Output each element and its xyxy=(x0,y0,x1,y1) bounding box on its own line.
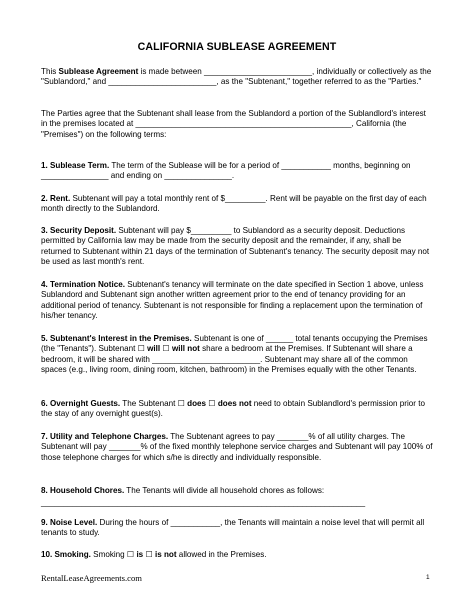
section-heading: 10. Smoking. xyxy=(41,550,91,559)
page-number: 1 xyxy=(426,574,430,581)
footer-source: RentalLeaseAgreements.com xyxy=(41,573,142,583)
section-body-rest: need to obtain Sublandlord's permission prior to the stay of any overnight guest(s). xyxy=(41,399,425,419)
intro-text-rest: is made between ________________________, individually or collectively as the "Sublandord," and ________________________, as the "Subtenant," together referred to as the "Parties." xyxy=(41,67,432,87)
section-heading: 8. Household Chores. xyxy=(41,486,125,495)
section-heading: 3. Security Deposit. xyxy=(41,226,117,235)
section-household-chores xyxy=(41,486,433,496)
section-termination-notice xyxy=(41,280,433,322)
section-body: The Tenants will divide all household chores as follows: xyxy=(124,486,325,495)
section-heading: 2. Rent. xyxy=(41,194,71,203)
section-heading: 5. Subtenant's Interest in the Premises. xyxy=(41,334,192,343)
section-body: Subtenant will pay a total monthly rent of $_________. Rent will be payable on the first day of each month directly to the Sublandord. xyxy=(41,194,427,214)
section-security-deposit xyxy=(41,226,433,268)
option-does-not: does not xyxy=(217,399,252,408)
checkbox-glyph: ☐ xyxy=(143,550,155,559)
section-utility-charges xyxy=(41,432,433,463)
section-body: Subtenant's tenancy will terminate on the date specified in Section 1 above, unless Sublandord and Subtenant sign another written agreement prior to the end of tenancy providing for an additional period of tenancy. Subtenant is not responsible for finding a replacement upon the termination of his/her tenancy. xyxy=(41,280,424,321)
section-body: During the hours of ___________, the Tenants will maintain a noise level that will permit all tenants to study. xyxy=(41,518,425,538)
section-heading: 1. Sublease Term. xyxy=(41,161,110,170)
section-heading: 9. Noise Level. xyxy=(41,518,98,527)
checkbox-glyph: ☐ xyxy=(160,344,172,354)
intro-text: This xyxy=(41,67,59,76)
option-will: will xyxy=(147,344,161,354)
section-rent xyxy=(41,194,433,215)
option-is-not: is not xyxy=(154,550,177,559)
document-title: CALIFORNIA SUBLEASE AGREEMENT xyxy=(137,41,337,53)
section-overnight-guests xyxy=(41,399,433,420)
section-sublease-term xyxy=(41,161,433,182)
section-smoking xyxy=(41,550,433,560)
intro-paragraph xyxy=(41,67,433,88)
section-body: The term of the Sublease will be for a period of ___________ months, beginning on _______________ and ending on _______________. xyxy=(41,161,411,181)
checkbox-glyph: ☐ xyxy=(206,399,218,408)
section-body: The Subtenant agrees to pay _______% of all utility charges. The Subtenant will pay _______% of the fixed monthly telephone service charges and Subtenant will pay 100% of those telephone charges for which s/he is directly and individually responsible. xyxy=(41,432,433,462)
section-subtenant-interest xyxy=(41,334,433,376)
section-heading: 7. Utility and Telephone Charges. xyxy=(41,432,169,441)
section-body: The Subtenant ☐ xyxy=(120,399,188,408)
section-noise-level xyxy=(41,518,433,539)
section-body-rest: share a bedroom at the Premises. If Subtenant will share a bedroom, it will be shared with ________________________. Subtenant may share all of the common spaces (e.g., living room, dining room, kitchen, bathroom) in the Premises equally with the other Tenants. xyxy=(41,344,417,375)
section-body-rest: allowed in the Premises. xyxy=(176,550,267,559)
section-heading: 6. Overnight Guests. xyxy=(41,399,121,408)
option-will-not: will not xyxy=(171,344,200,354)
parties-paragraph: The Parties agree that the Subtenant shall lease from the Sublandord a portion of the Sublandlord's interest in the premises located at ________________________________________________, California (the "Premises") on the following terms: xyxy=(41,109,426,139)
section-heading: 4. Termination Notice. xyxy=(41,280,125,289)
chores-blank-line: ________________________________________________________________________ xyxy=(41,498,366,507)
option-does: does xyxy=(187,399,207,408)
section-body: Subtenant is one of ______ total tenants occupying the Premises (the "Tenants"). Subtenant ☐ xyxy=(41,334,428,354)
option-is: is xyxy=(136,550,144,559)
section-body: Subtenant will pay $_________ to Sublandord as a security deposit. Deductions permitted by California law may be made from the security deposit and the remainder, if any, shall be returned to Subtenant within 21 days of the termination of Subtenant's tenancy. The security deposit may not be used as last month's rent. xyxy=(41,226,430,267)
section-body: Smoking ☐ xyxy=(90,550,137,559)
intro-bold-term: Sublease Agreement xyxy=(58,67,139,76)
